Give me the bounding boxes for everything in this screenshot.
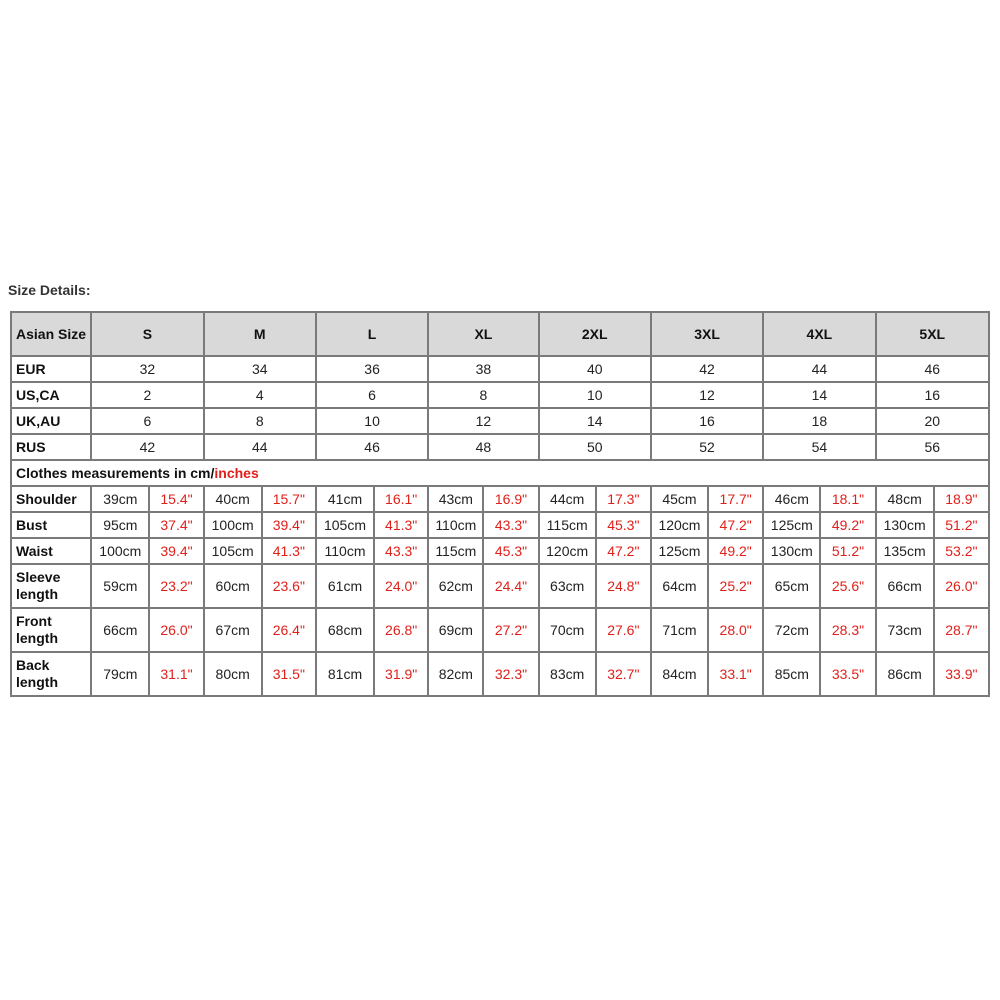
size-header-3xl: 3XL bbox=[651, 312, 763, 356]
size-header-xl: XL bbox=[428, 312, 538, 356]
cm-cell: 71cm bbox=[651, 608, 708, 652]
conversion-cell: 48 bbox=[428, 434, 538, 460]
cm-cell: 44cm bbox=[539, 486, 596, 512]
cm-cell: 82cm bbox=[428, 652, 483, 696]
cm-cell: 39cm bbox=[91, 486, 149, 512]
inch-cell: 53.2" bbox=[934, 538, 989, 564]
conversion-row-eur bbox=[11, 356, 989, 382]
inch-cell: 23.6" bbox=[262, 564, 316, 608]
row-label: Shoulder bbox=[11, 486, 91, 512]
conversion-cell: 14 bbox=[763, 382, 875, 408]
inch-cell: 16.1" bbox=[374, 486, 428, 512]
inch-cell: 32.7" bbox=[596, 652, 651, 696]
conversion-cell: 38 bbox=[428, 356, 538, 382]
cm-cell: 95cm bbox=[91, 512, 149, 538]
conversion-cell: 32 bbox=[91, 356, 203, 382]
cm-cell: 45cm bbox=[651, 486, 708, 512]
inch-cell: 32.3" bbox=[483, 652, 538, 696]
inch-cell: 45.3" bbox=[596, 512, 651, 538]
cm-cell: 62cm bbox=[428, 564, 483, 608]
measurement-row-front-length bbox=[11, 608, 989, 652]
inch-cell: 15.7" bbox=[262, 486, 316, 512]
size-header-4xl: 4XL bbox=[763, 312, 875, 356]
conversion-cell: 2 bbox=[91, 382, 203, 408]
conversion-cell: 8 bbox=[204, 408, 316, 434]
inch-cell: 17.7" bbox=[708, 486, 763, 512]
conversion-cell: 12 bbox=[651, 382, 763, 408]
inch-cell: 41.3" bbox=[374, 512, 428, 538]
measurement-row-back-length bbox=[11, 652, 989, 696]
inch-cell: 31.5" bbox=[262, 652, 316, 696]
cm-cell: 115cm bbox=[428, 538, 483, 564]
cm-cell: 100cm bbox=[91, 538, 149, 564]
cm-cell: 130cm bbox=[763, 538, 820, 564]
asian-size-label: Asian Size bbox=[11, 312, 91, 356]
size-chart-table bbox=[10, 311, 990, 697]
cm-cell: 72cm bbox=[763, 608, 820, 652]
conversion-row-rus bbox=[11, 434, 989, 460]
cm-cell: 66cm bbox=[876, 564, 934, 608]
row-label: US,CA bbox=[11, 382, 91, 408]
cm-cell: 83cm bbox=[539, 652, 596, 696]
inch-cell: 27.6" bbox=[596, 608, 651, 652]
inch-cell: 31.9" bbox=[374, 652, 428, 696]
cm-cell: 135cm bbox=[876, 538, 934, 564]
conversion-cell: 46 bbox=[316, 434, 428, 460]
size-header-m: M bbox=[204, 312, 316, 356]
inch-cell: 25.2" bbox=[708, 564, 763, 608]
conversion-row-us-ca bbox=[11, 382, 989, 408]
measurements-section-row bbox=[11, 460, 989, 486]
inch-cell: 24.4" bbox=[483, 564, 538, 608]
conversion-cell: 36 bbox=[316, 356, 428, 382]
cm-cell: 66cm bbox=[91, 608, 149, 652]
section-inches-highlight: inches bbox=[214, 465, 259, 481]
conversion-cell: 10 bbox=[539, 382, 651, 408]
inch-cell: 45.3" bbox=[483, 538, 538, 564]
size-header-2xl: 2XL bbox=[539, 312, 651, 356]
inch-cell: 26.0" bbox=[149, 608, 203, 652]
inch-cell: 33.9" bbox=[934, 652, 989, 696]
conversion-cell: 42 bbox=[651, 356, 763, 382]
inch-cell: 25.6" bbox=[820, 564, 875, 608]
conversion-cell: 52 bbox=[651, 434, 763, 460]
inch-cell: 51.2" bbox=[934, 512, 989, 538]
inch-cell: 43.3" bbox=[483, 512, 538, 538]
section-prefix: Clothes measurements in cm/ bbox=[16, 465, 215, 481]
measurements-section-title bbox=[11, 460, 989, 486]
inch-cell: 24.8" bbox=[596, 564, 651, 608]
cm-cell: 120cm bbox=[539, 538, 596, 564]
conversion-cell: 6 bbox=[91, 408, 203, 434]
inch-cell: 15.4" bbox=[149, 486, 203, 512]
inch-cell: 24.0" bbox=[374, 564, 428, 608]
cm-cell: 65cm bbox=[763, 564, 820, 608]
cm-cell: 80cm bbox=[204, 652, 262, 696]
cm-cell: 68cm bbox=[316, 608, 374, 652]
cm-cell: 81cm bbox=[316, 652, 374, 696]
conversion-cell: 44 bbox=[763, 356, 875, 382]
inch-cell: 28.7" bbox=[934, 608, 989, 652]
cm-cell: 110cm bbox=[428, 512, 483, 538]
conversion-cell: 18 bbox=[763, 408, 875, 434]
size-header-row bbox=[11, 312, 989, 356]
measurement-row-waist bbox=[11, 538, 989, 564]
cm-cell: 59cm bbox=[91, 564, 149, 608]
row-label: RUS bbox=[11, 434, 91, 460]
cm-cell: 40cm bbox=[204, 486, 262, 512]
conversion-cell: 16 bbox=[651, 408, 763, 434]
conversion-cell: 4 bbox=[204, 382, 316, 408]
cm-cell: 115cm bbox=[539, 512, 596, 538]
inch-cell: 39.4" bbox=[262, 512, 316, 538]
cm-cell: 85cm bbox=[763, 652, 820, 696]
inch-cell: 37.4" bbox=[149, 512, 203, 538]
cm-cell: 125cm bbox=[651, 538, 708, 564]
row-label: Front length bbox=[11, 608, 91, 652]
conversion-cell: 6 bbox=[316, 382, 428, 408]
conversion-cell: 54 bbox=[763, 434, 875, 460]
size-header-5xl: 5XL bbox=[876, 312, 989, 356]
conversion-cell: 20 bbox=[876, 408, 989, 434]
cm-cell: 64cm bbox=[651, 564, 708, 608]
cm-cell: 69cm bbox=[428, 608, 483, 652]
inch-cell: 41.3" bbox=[262, 538, 316, 564]
inch-cell: 28.3" bbox=[820, 608, 875, 652]
row-label: UK,AU bbox=[11, 408, 91, 434]
conversion-cell: 16 bbox=[876, 382, 989, 408]
inch-cell: 18.9" bbox=[934, 486, 989, 512]
inch-cell: 51.2" bbox=[820, 538, 875, 564]
conversion-cell: 34 bbox=[204, 356, 316, 382]
measurement-row-shoulder bbox=[11, 486, 989, 512]
measurement-row-bust bbox=[11, 512, 989, 538]
inch-cell: 18.1" bbox=[820, 486, 875, 512]
row-label: Waist bbox=[11, 538, 91, 564]
inch-cell: 43.3" bbox=[374, 538, 428, 564]
cm-cell: 67cm bbox=[204, 608, 262, 652]
size-header-s: S bbox=[91, 312, 203, 356]
conversion-cell: 56 bbox=[876, 434, 989, 460]
cm-cell: 41cm bbox=[316, 486, 374, 512]
conversion-cell: 12 bbox=[428, 408, 538, 434]
conversion-cell: 10 bbox=[316, 408, 428, 434]
cm-cell: 79cm bbox=[91, 652, 149, 696]
conversion-row-uk-au bbox=[11, 408, 989, 434]
cm-cell: 105cm bbox=[204, 538, 262, 564]
cm-cell: 63cm bbox=[539, 564, 596, 608]
cm-cell: 120cm bbox=[651, 512, 708, 538]
row-label: Back length bbox=[11, 652, 91, 696]
cm-cell: 43cm bbox=[428, 486, 483, 512]
size-details-heading: Size Details: bbox=[8, 282, 91, 298]
row-label: Bust bbox=[11, 512, 91, 538]
inch-cell: 17.3" bbox=[596, 486, 651, 512]
inch-cell: 26.4" bbox=[262, 608, 316, 652]
measurement-row-sleeve-length bbox=[11, 564, 989, 608]
cm-cell: 86cm bbox=[876, 652, 934, 696]
inch-cell: 49.2" bbox=[820, 512, 875, 538]
cm-cell: 48cm bbox=[876, 486, 934, 512]
conversion-cell: 50 bbox=[539, 434, 651, 460]
conversion-cell: 42 bbox=[91, 434, 203, 460]
inch-cell: 33.5" bbox=[820, 652, 875, 696]
cm-cell: 60cm bbox=[204, 564, 262, 608]
cm-cell: 84cm bbox=[651, 652, 708, 696]
inch-cell: 27.2" bbox=[483, 608, 538, 652]
cm-cell: 110cm bbox=[316, 538, 374, 564]
cm-cell: 70cm bbox=[539, 608, 596, 652]
cm-cell: 130cm bbox=[876, 512, 934, 538]
inch-cell: 23.2" bbox=[149, 564, 203, 608]
row-label: Sleeve length bbox=[11, 564, 91, 608]
inch-cell: 39.4" bbox=[149, 538, 203, 564]
inch-cell: 31.1" bbox=[149, 652, 203, 696]
inch-cell: 26.8" bbox=[374, 608, 428, 652]
inch-cell: 33.1" bbox=[708, 652, 763, 696]
cm-cell: 100cm bbox=[204, 512, 262, 538]
conversion-cell: 46 bbox=[876, 356, 989, 382]
cm-cell: 61cm bbox=[316, 564, 374, 608]
conversion-cell: 44 bbox=[204, 434, 316, 460]
inch-cell: 26.0" bbox=[934, 564, 989, 608]
conversion-cell: 14 bbox=[539, 408, 651, 434]
size-header-l: L bbox=[316, 312, 428, 356]
inch-cell: 47.2" bbox=[708, 512, 763, 538]
inch-cell: 49.2" bbox=[708, 538, 763, 564]
conversion-cell: 8 bbox=[428, 382, 538, 408]
cm-cell: 73cm bbox=[876, 608, 934, 652]
inch-cell: 28.0" bbox=[708, 608, 763, 652]
row-label: EUR bbox=[11, 356, 91, 382]
inch-cell: 47.2" bbox=[596, 538, 651, 564]
conversion-cell: 40 bbox=[539, 356, 651, 382]
cm-cell: 105cm bbox=[316, 512, 374, 538]
cm-cell: 125cm bbox=[763, 512, 820, 538]
inch-cell: 16.9" bbox=[483, 486, 538, 512]
cm-cell: 46cm bbox=[763, 486, 820, 512]
